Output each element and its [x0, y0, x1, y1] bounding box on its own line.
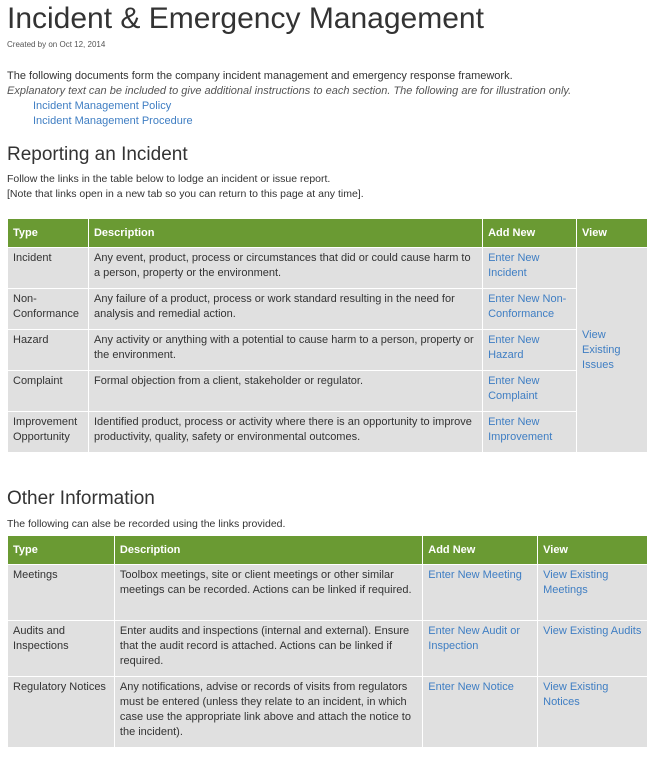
row-type: Audits and Inspections: [8, 621, 115, 677]
table-row: [8, 565, 648, 621]
other-table: [7, 535, 648, 748]
intro-text: The following documents form the company incident management and emergency response framework.: [7, 70, 513, 82]
table-row: [8, 677, 648, 748]
add-cell: [483, 289, 577, 330]
row-type: Complaint: [8, 371, 89, 412]
policy-link[interactable]: Incident Management Policy: [33, 100, 172, 112]
enter-new-audit-link[interactable]: Enter New Audit or Inspection: [428, 625, 520, 652]
table-row: [8, 412, 648, 453]
created-info: Created by on Oct 12, 2014: [7, 40, 106, 49]
enter-new-meeting-link[interactable]: Enter New Meeting: [428, 569, 522, 581]
header-type: Type: [8, 219, 89, 248]
view-existing-issues-link[interactable]: View Existing Issues: [582, 328, 621, 371]
reporting-text: [7, 172, 364, 202]
row-type: Non-Conformance: [8, 289, 89, 330]
row-description: Any notifications, advise or records of visits from regulators must be entered (unless they relate to an incident, in which case use the appropriate link above and attach the notice to the incident).: [114, 677, 422, 748]
view-cell: [538, 621, 648, 677]
row-description: Identified product, process or activity where there is an opportunity to improve productivity, quality, safety or environmental outcomes.: [88, 412, 482, 453]
other-heading: Other Information: [7, 488, 155, 509]
table-row: [8, 289, 648, 330]
enter-new-non-conformance-link[interactable]: Enter New Non-Conformance: [488, 293, 567, 320]
add-cell: [423, 621, 538, 677]
reporting-instruction: Follow the links in the table below to lodge an incident or issue report.: [7, 173, 331, 185]
add-cell: [483, 371, 577, 412]
reporting-note: [Note that links open in a new tab so you can return to this page at any time].: [7, 188, 364, 200]
row-type: Incident: [8, 248, 89, 289]
row-type: Improvement Opportunity: [8, 412, 89, 453]
enter-new-improvement-link[interactable]: Enter New Improvement: [488, 416, 553, 443]
add-cell: [423, 677, 538, 748]
table-header-row: [8, 536, 648, 565]
add-cell: [423, 565, 538, 621]
table-row: [8, 248, 648, 289]
add-cell: [483, 330, 577, 371]
other-text: The following can alse be recorded using the links provided.: [7, 518, 286, 530]
header-add-new: Add New: [483, 219, 577, 248]
row-type: Regulatory Notices: [8, 677, 115, 748]
table-header-row: [8, 219, 648, 248]
row-description: Any failure of a product, process or work standard resulting in the need for analysis and remedial action.: [88, 289, 482, 330]
header-description: Description: [114, 536, 422, 565]
page-title: Incident & Emergency Management: [7, 2, 484, 35]
row-description: Any event, product, process or circumstances that did or could cause harm to a person, property or the environment.: [88, 248, 482, 289]
reporting-heading: Reporting an Incident: [7, 144, 188, 165]
view-cell: [577, 248, 648, 453]
header-description: Description: [88, 219, 482, 248]
view-cell: [538, 677, 648, 748]
row-description: Toolbox meetings, site or client meetings or other similar meetings can be recorded. Actions can be linked if required.: [114, 565, 422, 621]
header-add-new: Add New: [423, 536, 538, 565]
table-row: [8, 330, 648, 371]
row-type: Meetings: [8, 565, 115, 621]
view-cell: [538, 565, 648, 621]
table-row: [8, 371, 648, 412]
enter-new-notice-link[interactable]: Enter New Notice: [428, 681, 514, 693]
reporting-table: [7, 218, 648, 453]
header-view: View: [538, 536, 648, 565]
view-existing-audits-link[interactable]: View Existing Audits: [543, 625, 642, 637]
header-view: View: [577, 219, 648, 248]
enter-new-complaint-link[interactable]: Enter New Complaint: [488, 375, 540, 402]
row-type: Hazard: [8, 330, 89, 371]
add-cell: [483, 248, 577, 289]
procedure-link[interactable]: Incident Management Procedure: [33, 115, 193, 127]
row-description: Enter audits and inspections (internal and external). Ensure that the audit record is attached. Actions can be linked if required.: [114, 621, 422, 677]
enter-new-hazard-link[interactable]: Enter New Hazard: [488, 334, 540, 361]
explanatory-text: Explanatory text can be included to give additional instructions to each section. The following are for illustration only.: [7, 85, 572, 97]
intro-section: [7, 69, 571, 129]
view-existing-meetings-link[interactable]: View Existing Meetings: [543, 569, 609, 596]
table-row: [8, 621, 648, 677]
row-description: Formal objection from a client, stakeholder or regulator.: [88, 371, 482, 412]
enter-new-incident-link[interactable]: Enter New Incident: [488, 252, 540, 279]
view-existing-notices-link[interactable]: View Existing Notices: [543, 681, 609, 708]
header-type: Type: [8, 536, 115, 565]
row-description: Any activity or anything with a potential to cause harm to a person, property or the environment.: [88, 330, 482, 371]
add-cell: [483, 412, 577, 453]
